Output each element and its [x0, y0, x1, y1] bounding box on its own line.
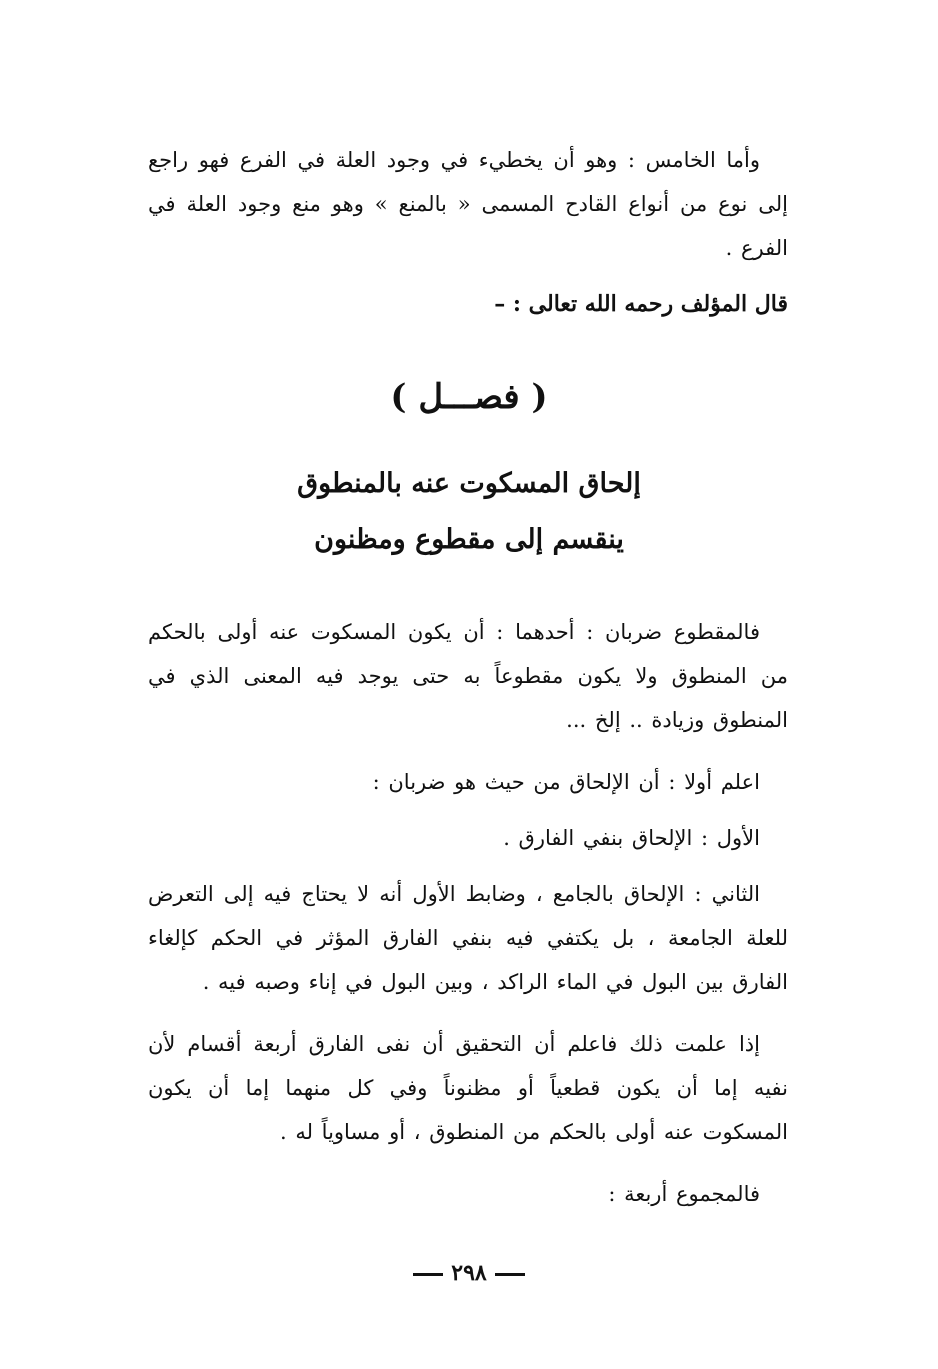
chapter-heading-line-1: إلحاق المسكوت عنه بالمنطوق: [297, 468, 641, 499]
section-label: ( فصـــل ): [390, 377, 548, 417]
dash-right: [495, 1273, 525, 1276]
paragraph-first-type: الأول : الإلحاق بنفي الفارق .: [503, 826, 760, 850]
paragraph-fifth-case: وأما الخامس : وهو أن يخطيء في وجود العلة في الفرع فهو راجع إلى نوع من أنواع القادح المسمى « بالمنع » وهو منع وجود العلة في الفرع .: [148, 148, 788, 260]
author-says-line: قال المؤلف رحمه الله تعالى : –: [494, 291, 788, 317]
paragraph-four-divisions: إذا علمت ذلك فاعلم أن التحقيق أن نفى الفارق أربعة أقسام لأن نفيه إما أن يكون قطعياً أو مظنوناً وفي كل منهما إما أن يكون المسكوت عنه أولى بالحكم من المنطوق ، أو مساوياً له .: [148, 1032, 788, 1144]
chapter-heading-line-2: ينقسم إلى مقطوع ومظنون: [314, 524, 624, 555]
dash-left: [413, 1273, 443, 1276]
paragraph-know-first: اعلم أولا : أن الإلحاق من حيث هو ضربان :: [372, 770, 760, 794]
paragraph-total-four: فالمجموع أربعة :: [608, 1182, 760, 1206]
page-number: [0, 1255, 938, 1291]
paragraph-second-type: الثاني : الإلحاق بالجامع ، وضابط الأول أنه لا يحتاج فيه إلى التعرض للعلة الجامعة ، بل يكتفي فيه بنفي الفارق المؤثر في الحكم كإلغاء الفارق بين البول في الماء الراكد ، وبين البول في إناء وصبه فيه .: [148, 882, 788, 994]
page-number-text: ٢٩٨: [451, 1260, 487, 1286]
paragraph-definite: فالمقطوع ضربان : أحدهما : أن يكون المسكوت عنه أولى بالحكم من المنطوق ولا يكون مقطوعاً به حتى يوجد فيه المعنى الذي في المنطوق وزيادة .. إلخ ...: [148, 620, 788, 732]
